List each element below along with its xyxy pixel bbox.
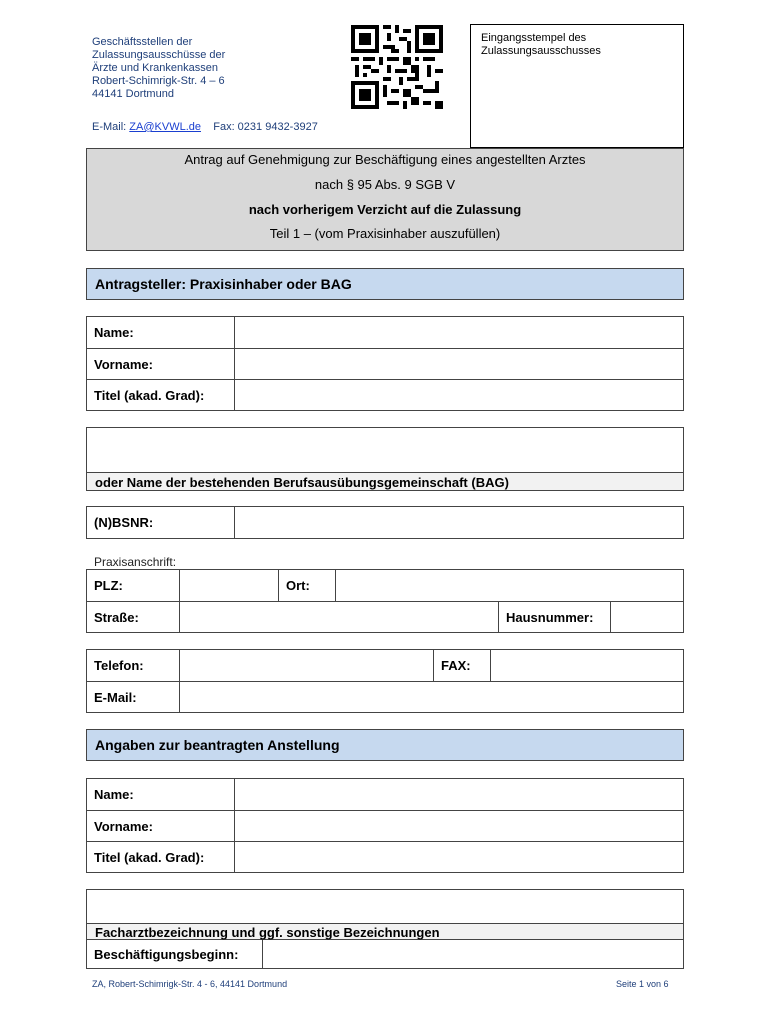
specialist-box	[86, 889, 684, 969]
receipt-stamp-box	[470, 24, 684, 148]
field-label: Vorname:	[94, 819, 153, 834]
field-label: Straße:	[94, 610, 139, 625]
email-input[interactable]	[179, 682, 683, 712]
field-label: Ort:	[278, 570, 335, 601]
form-row	[87, 601, 683, 632]
form-row	[87, 681, 683, 712]
sender-line: Robert-Schimrigk-Str. 4 – 6	[92, 75, 225, 87]
form-row	[87, 650, 683, 681]
email-label: E-Mail:	[92, 121, 127, 133]
section-heading-applicant: Antragsteller: Praxisinhaber oder BAG	[86, 268, 684, 300]
practice-address-label: Praxisanschrift:	[94, 555, 177, 569]
form-row	[87, 379, 683, 410]
form-row	[87, 779, 683, 810]
bsnr-input[interactable]	[234, 507, 683, 538]
employee-title-input[interactable]	[234, 842, 683, 872]
form-title-box	[86, 148, 684, 251]
sender-line: Ärzte und Krankenkassen	[92, 62, 218, 74]
title-line: nach § 95 Abs. 9 SGB V	[314, 177, 456, 192]
sender-address	[92, 36, 225, 101]
plz-input[interactable]	[179, 570, 278, 601]
field-label: E-Mail:	[94, 690, 137, 705]
field-label: Hausnummer:	[498, 602, 610, 632]
field-label: FAX:	[433, 650, 490, 681]
employee-firstname-input[interactable]	[234, 811, 683, 841]
form-row	[87, 841, 683, 872]
title-line: nach vorherigem Verzicht auf die Zulassung	[248, 202, 522, 217]
employee-name-input[interactable]	[234, 779, 683, 810]
form-row	[87, 348, 683, 379]
email-link[interactable]: ZA@KVWL.de	[129, 121, 201, 133]
sender-line: 44141 Dortmund	[92, 88, 174, 100]
applicant-name-input[interactable]	[234, 317, 683, 348]
form-row	[87, 507, 683, 538]
form-row	[87, 570, 683, 601]
qr-code-icon	[351, 24, 443, 110]
sender-line: Geschäftsstellen der	[92, 36, 193, 48]
field-label: Titel (akad. Grad):	[94, 388, 205, 403]
stamp-label: Zulassungsausschusses	[481, 45, 601, 57]
field-label: Titel (akad. Grad):	[94, 850, 205, 865]
stamp-label: Eingangsstempel des	[481, 32, 587, 44]
field-label: Name:	[94, 787, 134, 802]
strasse-input[interactable]	[179, 602, 498, 632]
footer-address: ZA, Robert-Schimrigk-Str. 4 - 6, 44141 Dortmund	[92, 979, 288, 989]
applicant-title-input[interactable]	[234, 380, 683, 410]
sender-line: Zulassungsausschüsse der	[92, 49, 226, 61]
field-label: Facharztbezeichnung und ggf. sonstige Bezeichnungen	[87, 923, 683, 940]
form-row	[87, 810, 683, 841]
telefon-input[interactable]	[179, 650, 433, 681]
field-label: Vorname:	[94, 357, 153, 372]
fax-input[interactable]	[490, 650, 683, 681]
applicant-name-grid	[86, 316, 684, 411]
employee-name-grid	[86, 778, 684, 873]
bsnr-grid	[86, 506, 684, 539]
field-label: Beschäftigungsbeginn:	[94, 947, 239, 962]
form-row	[87, 317, 683, 348]
contact-grid	[86, 649, 684, 713]
sender-contact	[92, 121, 318, 133]
address-grid	[86, 569, 684, 633]
fax-number: Fax: 0231 9432-3927	[213, 121, 318, 133]
field-label: Name:	[94, 325, 134, 340]
section-heading-employment: Angaben zur beantragten Anstellung	[86, 729, 684, 761]
title-line: Antrag auf Genehmigung zur Beschäftigung eines angestellten Arztes	[184, 152, 586, 167]
title-line: Teil 1 – (vom Praxisinhaber auszufüllen)	[269, 226, 501, 241]
field-label: (N)BSNR:	[94, 515, 154, 530]
field-label: PLZ:	[94, 578, 123, 593]
ort-input[interactable]	[335, 570, 683, 601]
hausnummer-input[interactable]	[610, 602, 683, 632]
page-number: Seite 1 von 6	[616, 979, 669, 989]
form-row	[87, 940, 683, 968]
start-date-input[interactable]	[262, 940, 683, 968]
bag-name-input[interactable]	[86, 427, 684, 491]
applicant-firstname-input[interactable]	[234, 349, 683, 379]
field-label: oder Name der bestehenden Berufsausübungsgemeinschaft (BAG)	[87, 472, 683, 490]
field-label: Telefon:	[94, 658, 144, 673]
specialist-input[interactable]	[87, 890, 683, 923]
